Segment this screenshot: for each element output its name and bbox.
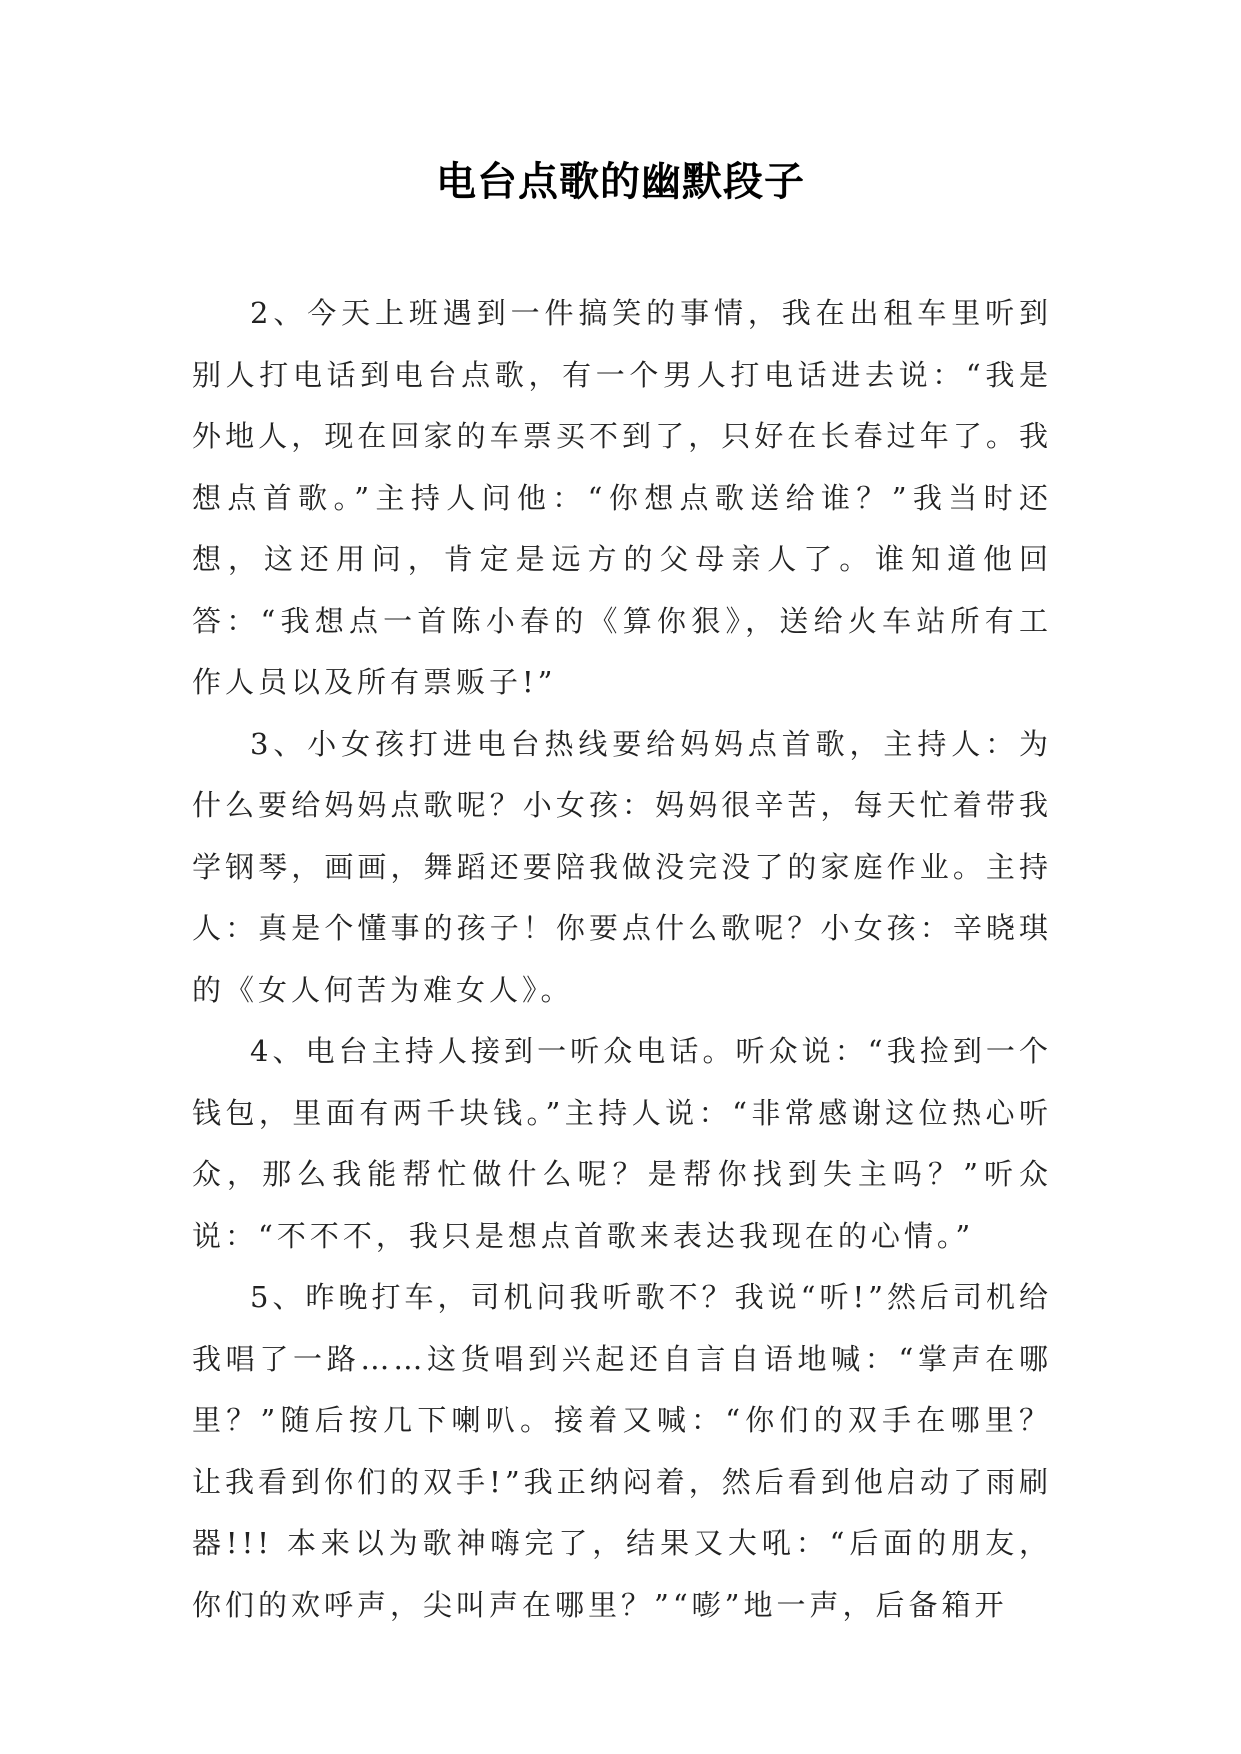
document-title: 电台点歌的幽默段子	[436, 159, 805, 205]
paragraph-2: 2、今天上班遇到一件搞笑的事情，我在出租车里听到别人打电话到电台点歌，有一个男人打电话进去说：“我是外地人，现在回家的车票买不到了，只好在长春过年了。我想点首歌。”主持人问他：“你想点歌送给谁？”我当时还想，这还用问，肯定是远方的父母亲人了。谁知道他回答：“我想点一首陈小春的《算你狠》，送给火车站所有工作人员以及所有票贩子!”	[192, 296, 1052, 699]
paragraph-5: 5、昨晚打车，司机问我听歌不？我说“听!”然后司机给我唱了一路……这货唱到兴起还自言自语地喊：“掌声在哪里？”随后按几下喇叭。接着又喊：“你们的双手在哪里？让我看到你们的双手!”我正纳闷着，然后看到他启动了雨刷器!!! 本来以为歌神嗨完了，结果又大吼：“后面的朋友，你们的欢呼声，尖叫声在哪里？”“嘭”地一声，后备箱开	[192, 1280, 1052, 1622]
document-body	[192, 283, 1052, 1636]
paragraph-4: 4、电台主持人接到一听众电话。听众说：“我捡到一个钱包，里面有两千块钱。”主持人说：“非常感谢这位热心听众，那么我能帮忙做什么呢？是帮你找到失主吗？”听众说：“不不不，我只是想点首歌来表达我现在的心情。”	[192, 1034, 1052, 1253]
paragraph-3: 3、小女孩打进电台热线要给妈妈点首歌，主持人：为什么要给妈妈点歌呢？小女孩：妈妈很辛苦，每天忙着带我学钢琴，画画，舞蹈还要陪我做没完没了的家庭作业。主持人：真是个懂事的孩子！你要点什么歌呢？小女孩：辛晓琪的《女人何苦为难女人》。	[192, 726, 1052, 1007]
